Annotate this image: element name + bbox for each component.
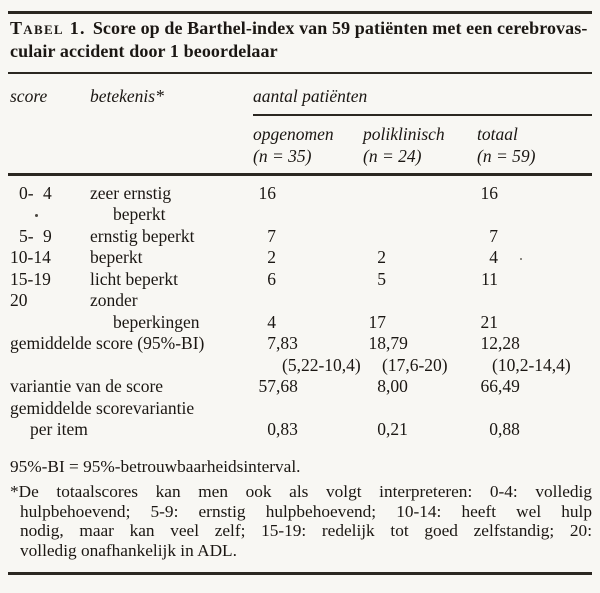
header-score: score	[10, 86, 48, 106]
rule-top	[8, 11, 592, 14]
value-cell	[477, 419, 592, 440]
value-frac: ,88	[498, 418, 520, 439]
title-line-1	[10, 17, 592, 40]
value-frac: ,49	[498, 376, 520, 397]
table-row	[10, 376, 592, 397]
betekenis-cell: beperkt	[90, 247, 143, 268]
value-cell	[363, 247, 477, 268]
value-cell	[253, 290, 363, 311]
value-cell	[363, 419, 477, 440]
value-cell	[253, 204, 363, 225]
column-header-row	[10, 86, 592, 107]
header-betekenis: betekenis*	[90, 86, 164, 106]
rule-bottom	[8, 572, 592, 575]
table-row	[10, 419, 592, 440]
value-cell	[477, 269, 592, 290]
betekenis-cell: ernstig beperkt	[90, 225, 195, 246]
value-int: 4	[267, 311, 276, 332]
value-int: 12	[480, 333, 498, 354]
value-cell	[477, 376, 592, 397]
score-cell: 10-14	[10, 247, 51, 268]
value-frac: ,28	[498, 333, 520, 354]
value-int: 2	[267, 247, 276, 268]
value-cell	[477, 204, 592, 225]
table-row	[10, 247, 592, 268]
rule-under-aantal	[253, 114, 592, 116]
value-cell	[363, 204, 477, 225]
value-cell	[363, 290, 477, 311]
value-cell	[253, 183, 363, 204]
value-cell	[477, 247, 592, 268]
value-int: 66	[480, 376, 498, 397]
footnote-star	[10, 482, 592, 560]
value-cell	[363, 183, 477, 204]
score-cell: 5- 9	[19, 225, 52, 246]
betekenis-cell: licht beperkt	[90, 268, 178, 289]
value-cell: (10,2-14,4)	[492, 354, 571, 375]
score-cell	[10, 312, 90, 333]
value-cell	[253, 376, 363, 397]
table-row	[10, 398, 592, 419]
value-int: 57	[258, 376, 276, 397]
value-int: 18	[368, 333, 386, 354]
score-cell	[10, 204, 90, 225]
value-cell	[477, 226, 592, 247]
scan-speck	[520, 258, 522, 260]
table-row	[10, 204, 592, 225]
value-cell	[253, 419, 363, 440]
value-cell	[363, 226, 477, 247]
value-cell	[253, 312, 363, 333]
value-cell	[253, 226, 363, 247]
value-cell	[363, 333, 477, 354]
score-cell: 15-19	[10, 268, 51, 289]
title-text-1: Score op de Barthel-index van 59 patiënten met een cerebrovas-	[92, 18, 588, 38]
value-cell: (5,22-10,4)	[282, 354, 361, 375]
betekenis-cell: zonder	[90, 290, 138, 311]
footnote-line: nodig, maar kan veel zelf; 15-19: redelijk tot goed zelfstandig; 20:	[20, 521, 592, 541]
value-cell	[363, 312, 477, 333]
value-cell	[477, 312, 592, 333]
row-label: per item	[30, 418, 88, 439]
value-cell	[253, 398, 363, 419]
value-frac: ,68	[276, 376, 298, 397]
footnote-line: volledig onafhankelijk in ADL.	[20, 540, 237, 560]
value-frac: ,79	[386, 333, 408, 354]
table-row	[10, 269, 592, 290]
table-body	[10, 183, 592, 440]
table-row	[10, 312, 592, 333]
value-int: 7	[489, 225, 498, 246]
title-line-2: culair accident door 1 beoordelaar	[10, 40, 278, 61]
value-cell	[477, 398, 592, 419]
value-cell	[363, 376, 477, 397]
table-row	[10, 226, 592, 247]
value-int: 0	[267, 418, 276, 439]
value-frac: ,00	[386, 376, 408, 397]
subcol-header	[253, 124, 363, 167]
table-title	[10, 17, 592, 62]
subcol-name: poliklinisch	[363, 124, 445, 144]
value-int: 7	[267, 225, 276, 246]
subcol-header	[363, 124, 477, 167]
row-label: variantie van de score	[10, 376, 164, 397]
betekenis-cell: beperkt	[113, 204, 166, 225]
value-int: 5	[377, 268, 386, 289]
value-int: 21	[480, 311, 498, 332]
subcol-header	[477, 124, 592, 167]
table-row	[10, 290, 592, 311]
value-int: 11	[481, 268, 498, 289]
value-int: 7	[267, 333, 276, 354]
value-cell	[253, 247, 363, 268]
value-cell	[477, 333, 592, 354]
value-cell	[477, 290, 592, 311]
value-int: 17	[368, 311, 386, 332]
rule-below-title	[8, 72, 592, 74]
value-cell	[253, 269, 363, 290]
value-cell	[363, 398, 477, 419]
value-cell	[363, 269, 477, 290]
subcol-n: (n = 35)	[253, 145, 312, 166]
value-cell	[477, 183, 592, 204]
rule-below-headers	[8, 173, 592, 176]
value-int: 8	[377, 376, 386, 397]
subcol-n: (n = 24)	[363, 145, 422, 166]
row-label: gemiddelde scorevariantie	[10, 397, 195, 418]
score-cell: 0- 4	[19, 183, 52, 203]
footnote-line: hulpbehoevend; 5-9: ernstig hulpbehoevend; 10-14: heeft wel hulp	[20, 501, 592, 521]
table-row	[10, 355, 592, 376]
table-number-label: Tabel 1.	[10, 18, 86, 38]
value-cell	[253, 333, 363, 354]
footnote-bi: 95%-BI = 95%-betrouwbaarheidsinterval.	[10, 457, 301, 476]
value-int: 16	[258, 183, 276, 203]
subheader-row	[10, 124, 592, 167]
value-frac: ,83	[276, 333, 298, 354]
header-aantal-patienten: aantal patiënten	[253, 86, 368, 106]
value-int: 6	[267, 268, 276, 289]
table-row	[10, 333, 592, 354]
subcol-n: (n = 59)	[477, 145, 536, 166]
table-row	[10, 183, 592, 204]
subcol-name: totaal	[477, 124, 518, 144]
betekenis-cell: beperkingen	[113, 311, 200, 332]
score-cell: 20	[10, 290, 28, 311]
subcol-name: opgenomen	[253, 124, 334, 144]
value-int: 0	[489, 418, 498, 439]
row-label: gemiddelde score (95%-BI)	[10, 333, 205, 354]
value-int: 2	[377, 247, 386, 268]
value-frac: ,21	[386, 418, 408, 439]
value-int: 16	[480, 183, 498, 203]
scan-speck	[35, 214, 38, 217]
footnote-line: *De totaalscores kan men ook als volgt interpreteren: 0-4: volledig	[10, 482, 592, 501]
value-frac: ,83	[276, 418, 298, 439]
value-int: 0	[377, 418, 386, 439]
value-int: 4	[489, 247, 498, 268]
score-cell	[10, 355, 90, 376]
value-cell: (17,6-20)	[382, 354, 448, 375]
betekenis-cell	[90, 355, 253, 376]
betekenis-cell: zeer ernstig	[90, 183, 172, 203]
